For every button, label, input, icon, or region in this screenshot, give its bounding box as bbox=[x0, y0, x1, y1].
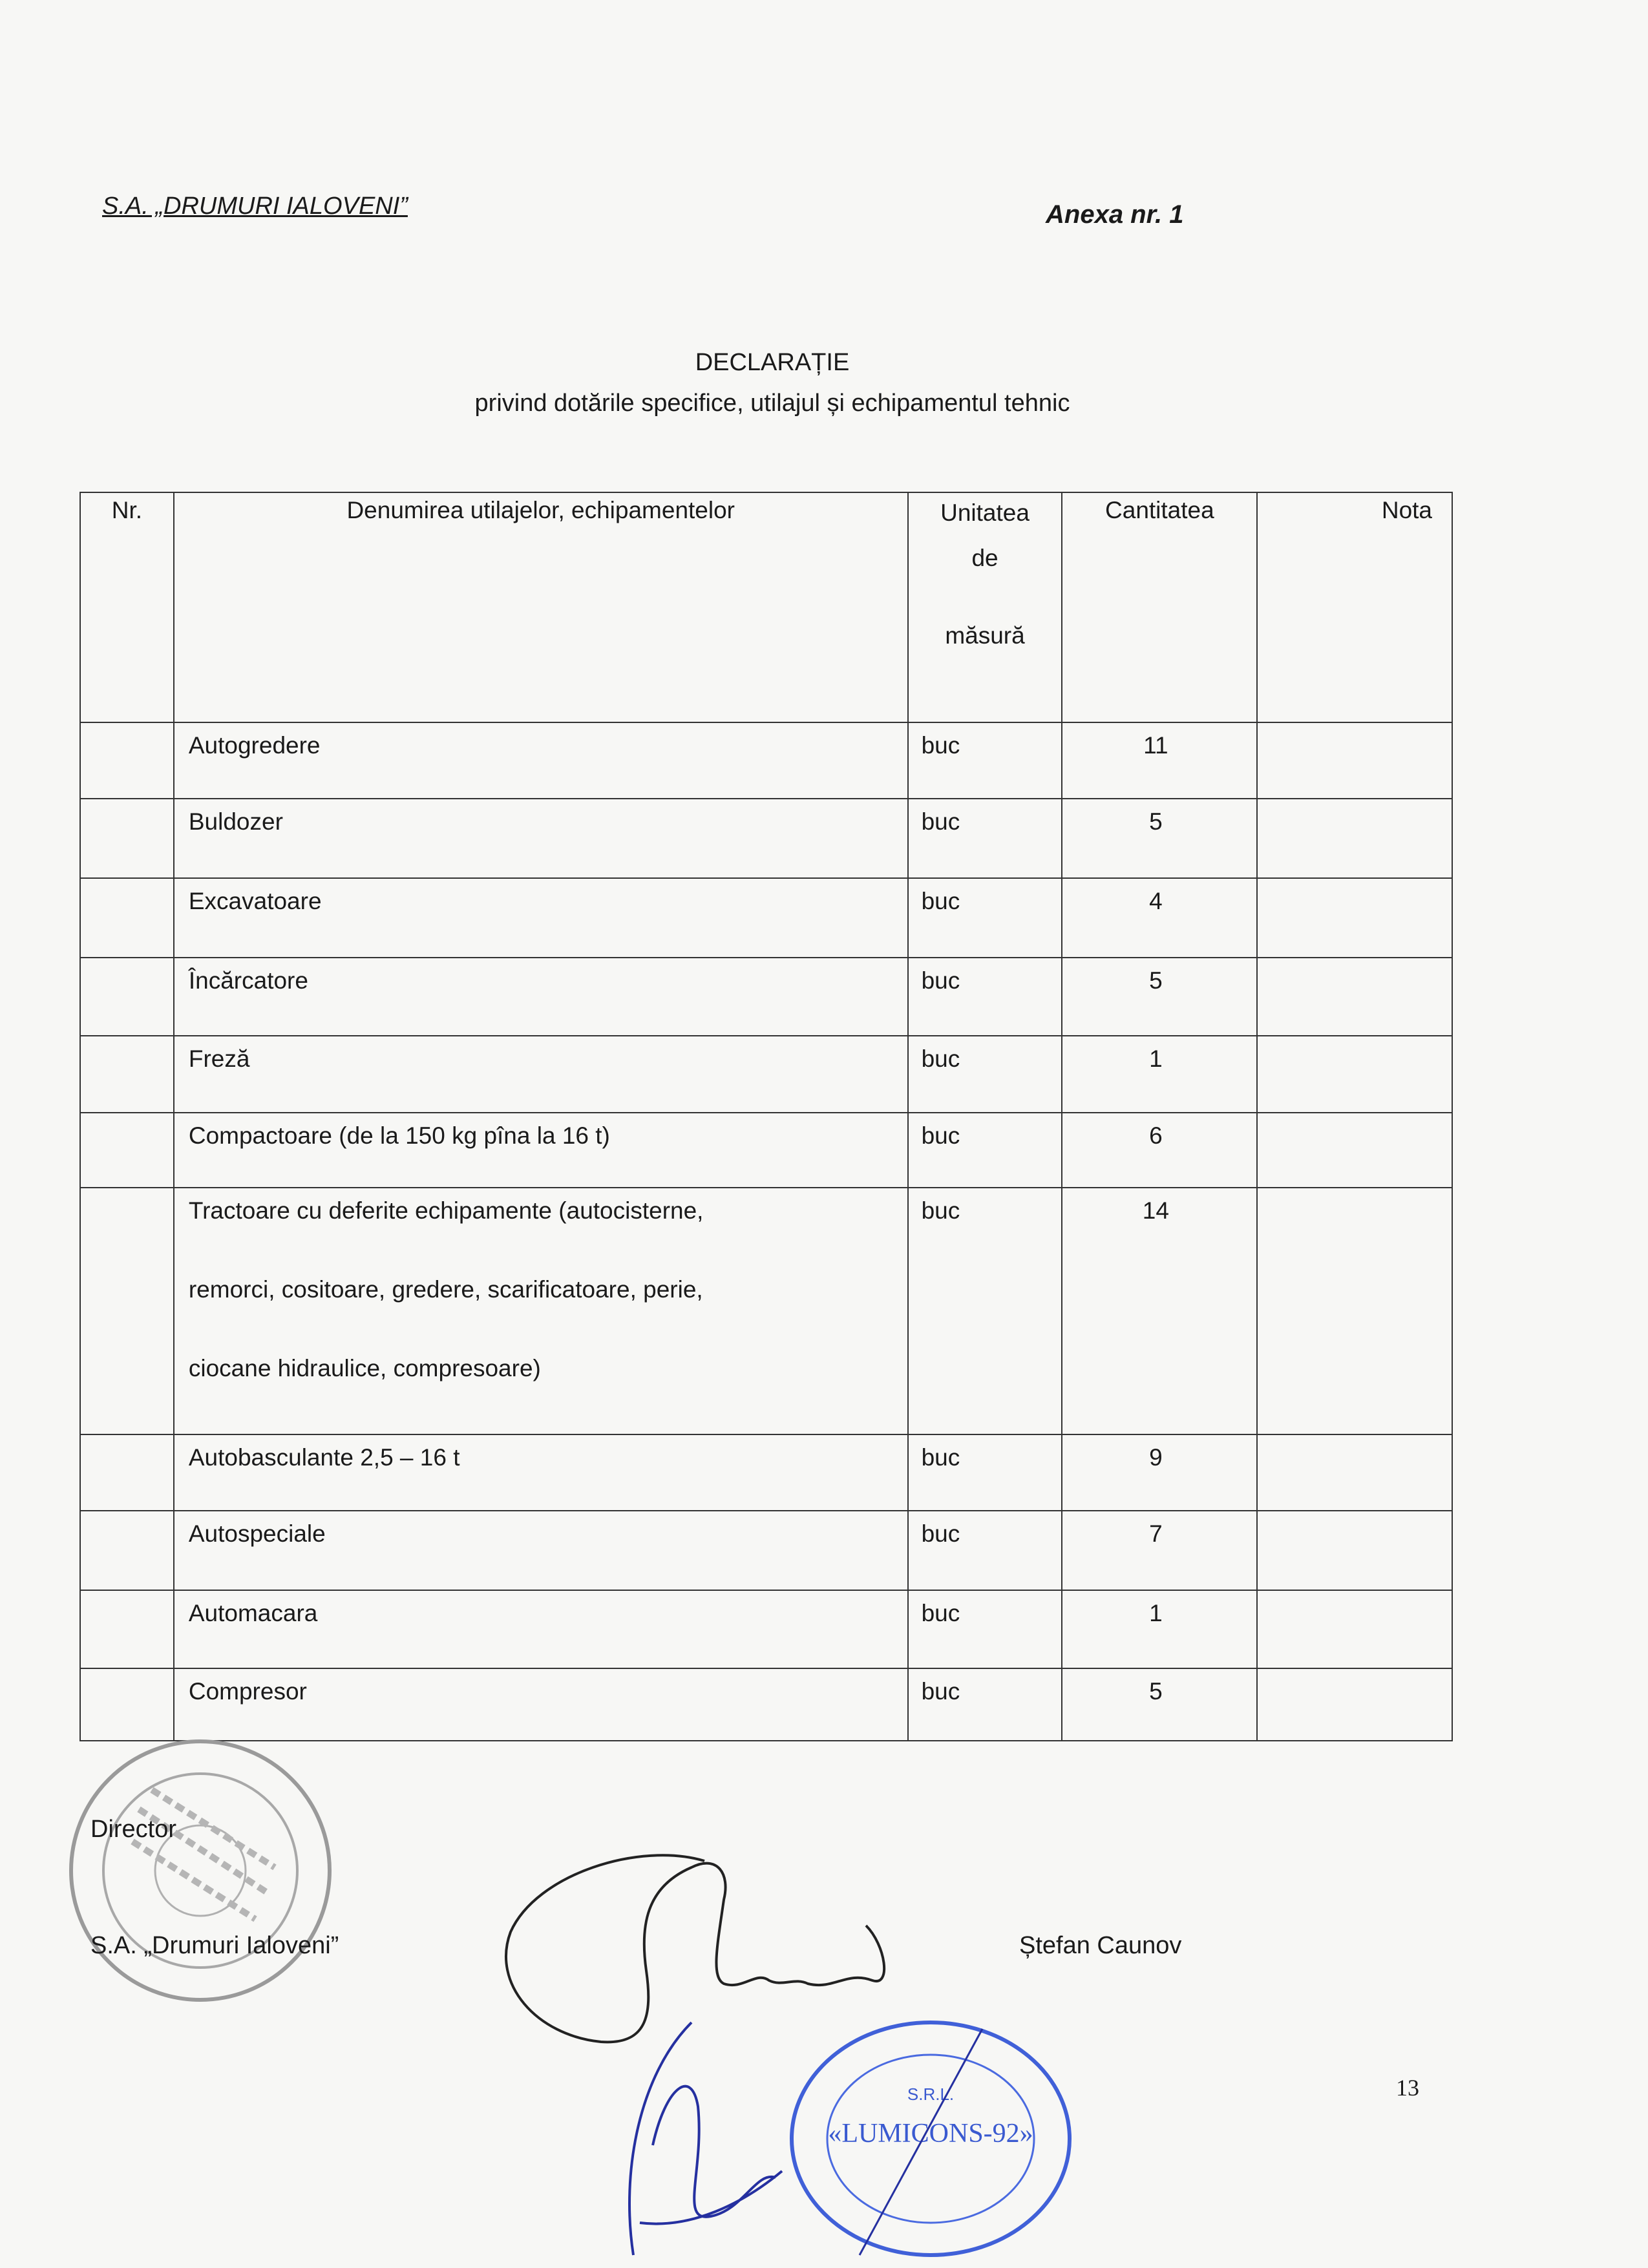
row-number bbox=[80, 1188, 174, 1434]
note-cell bbox=[1257, 722, 1452, 799]
equipment-name: Automacara bbox=[174, 1590, 908, 1668]
unit-cell: buc bbox=[908, 958, 1062, 1036]
row-number bbox=[80, 722, 174, 799]
row-number bbox=[80, 1668, 174, 1741]
table-row bbox=[80, 1511, 1452, 1590]
unit-cell: buc bbox=[908, 1511, 1062, 1590]
equipment-name bbox=[174, 1188, 908, 1434]
col-header-name: Denumirea utilajelor, echipamentelor bbox=[174, 492, 908, 722]
equipment-table bbox=[79, 492, 1453, 1741]
quantity-cell: 9 bbox=[1062, 1434, 1257, 1511]
equipment-name-line: ciocane hidraulice, compresoare) bbox=[188, 1355, 541, 1381]
table-header-row bbox=[80, 492, 1452, 722]
unit-cell: buc bbox=[908, 1113, 1062, 1188]
equipment-name-line: remorci, cositoare, gredere, scarificatoare, perie, bbox=[188, 1276, 703, 1303]
note-cell bbox=[1257, 958, 1452, 1036]
unit-cell: buc bbox=[908, 1590, 1062, 1668]
signatory-role: Director bbox=[90, 1816, 177, 1843]
note-cell bbox=[1257, 1036, 1452, 1113]
document-title: DECLARAȚIE bbox=[695, 349, 850, 376]
row-number bbox=[80, 1590, 174, 1668]
row-number bbox=[80, 1036, 174, 1113]
quantity-cell: 11 bbox=[1062, 722, 1257, 799]
lumicons-stamp bbox=[614, 2010, 1144, 2268]
equipment-name: Încărcatore bbox=[174, 958, 908, 1036]
table-row bbox=[80, 1590, 1452, 1668]
equipment-name: Freză bbox=[174, 1036, 908, 1113]
equipment-name: Compresor bbox=[174, 1668, 908, 1741]
quantity-cell: 1 bbox=[1062, 1590, 1257, 1668]
equipment-name-line: Tractoare cu deferite echipamente (autocisterne, bbox=[188, 1197, 704, 1224]
row-number bbox=[80, 1113, 174, 1188]
note-cell bbox=[1257, 799, 1452, 878]
note-cell bbox=[1257, 1113, 1452, 1188]
row-number bbox=[80, 1434, 174, 1511]
row-number bbox=[80, 878, 174, 958]
equipment-name: Autogredere bbox=[174, 722, 908, 799]
table-row bbox=[80, 1188, 1452, 1434]
unit-line: măsură bbox=[945, 622, 1025, 649]
unit-cell: buc bbox=[908, 1188, 1062, 1434]
unit-cell: buc bbox=[908, 1668, 1062, 1741]
company-name: S.A. „DRUMURI IALOVENI” bbox=[102, 193, 408, 220]
quantity-cell: 5 bbox=[1062, 799, 1257, 878]
table-row bbox=[80, 1434, 1452, 1511]
table-row bbox=[80, 799, 1452, 878]
equipment-name: Compactoare (de la 150 kg pîna la 16 t) bbox=[174, 1113, 908, 1188]
col-header-quantity: Cantitatea bbox=[1062, 492, 1257, 722]
quantity-cell: 4 bbox=[1062, 878, 1257, 958]
col-header-note: Nota bbox=[1257, 492, 1452, 722]
quantity-cell: 5 bbox=[1062, 1668, 1257, 1741]
quantity-cell: 5 bbox=[1062, 958, 1257, 1036]
col-header-unit bbox=[908, 492, 1062, 722]
note-cell bbox=[1257, 1188, 1452, 1434]
table-row bbox=[80, 1036, 1452, 1113]
unit-line: Unitatea bbox=[940, 499, 1030, 526]
quantity-cell: 1 bbox=[1062, 1036, 1257, 1113]
row-number bbox=[80, 799, 174, 878]
unit-cell: buc bbox=[908, 799, 1062, 878]
quantity-cell: 7 bbox=[1062, 1511, 1257, 1590]
document-subtitle: privind dotările specifice, utilajul și echipamentul tehnic bbox=[474, 390, 1070, 417]
row-number bbox=[80, 1511, 174, 1590]
signatory-organization: S.A. „Drumuri Ialoveni” bbox=[90, 1932, 339, 1959]
note-cell bbox=[1257, 878, 1452, 958]
note-cell bbox=[1257, 1511, 1452, 1590]
unit-cell: buc bbox=[908, 722, 1062, 799]
col-header-nr: Nr. bbox=[80, 492, 174, 722]
signatory-name: Ștefan Caunov bbox=[1019, 1932, 1182, 1959]
note-cell bbox=[1257, 1590, 1452, 1668]
unit-line: de bbox=[971, 545, 998, 571]
equipment-name: Autobasculante 2,5 – 16 t bbox=[174, 1434, 908, 1511]
page-number: 13 bbox=[1396, 2075, 1419, 2101]
unit-cell: buc bbox=[908, 878, 1062, 958]
table-row bbox=[80, 1113, 1452, 1188]
stamp-srl: S.R.L. bbox=[907, 2084, 955, 2104]
note-cell bbox=[1257, 1668, 1452, 1741]
table-row bbox=[80, 958, 1452, 1036]
annex-label: Anexa nr. 1 bbox=[1046, 200, 1184, 229]
table-row bbox=[80, 878, 1452, 958]
row-number bbox=[80, 958, 174, 1036]
unit-cell: buc bbox=[908, 1036, 1062, 1113]
note-cell bbox=[1257, 1434, 1452, 1511]
equipment-name: Buldozer bbox=[174, 799, 908, 878]
table-row bbox=[80, 722, 1452, 799]
company-stamp-left bbox=[61, 1732, 339, 2010]
quantity-cell: 6 bbox=[1062, 1113, 1257, 1188]
equipment-name: Autospeciale bbox=[174, 1511, 908, 1590]
equipment-name: Excavatoare bbox=[174, 878, 908, 958]
table-row bbox=[80, 1668, 1452, 1741]
stamp-name: «LUMICONS-92» bbox=[828, 2119, 1033, 2148]
quantity-cell: 14 bbox=[1062, 1188, 1257, 1434]
unit-cell: buc bbox=[908, 1434, 1062, 1511]
